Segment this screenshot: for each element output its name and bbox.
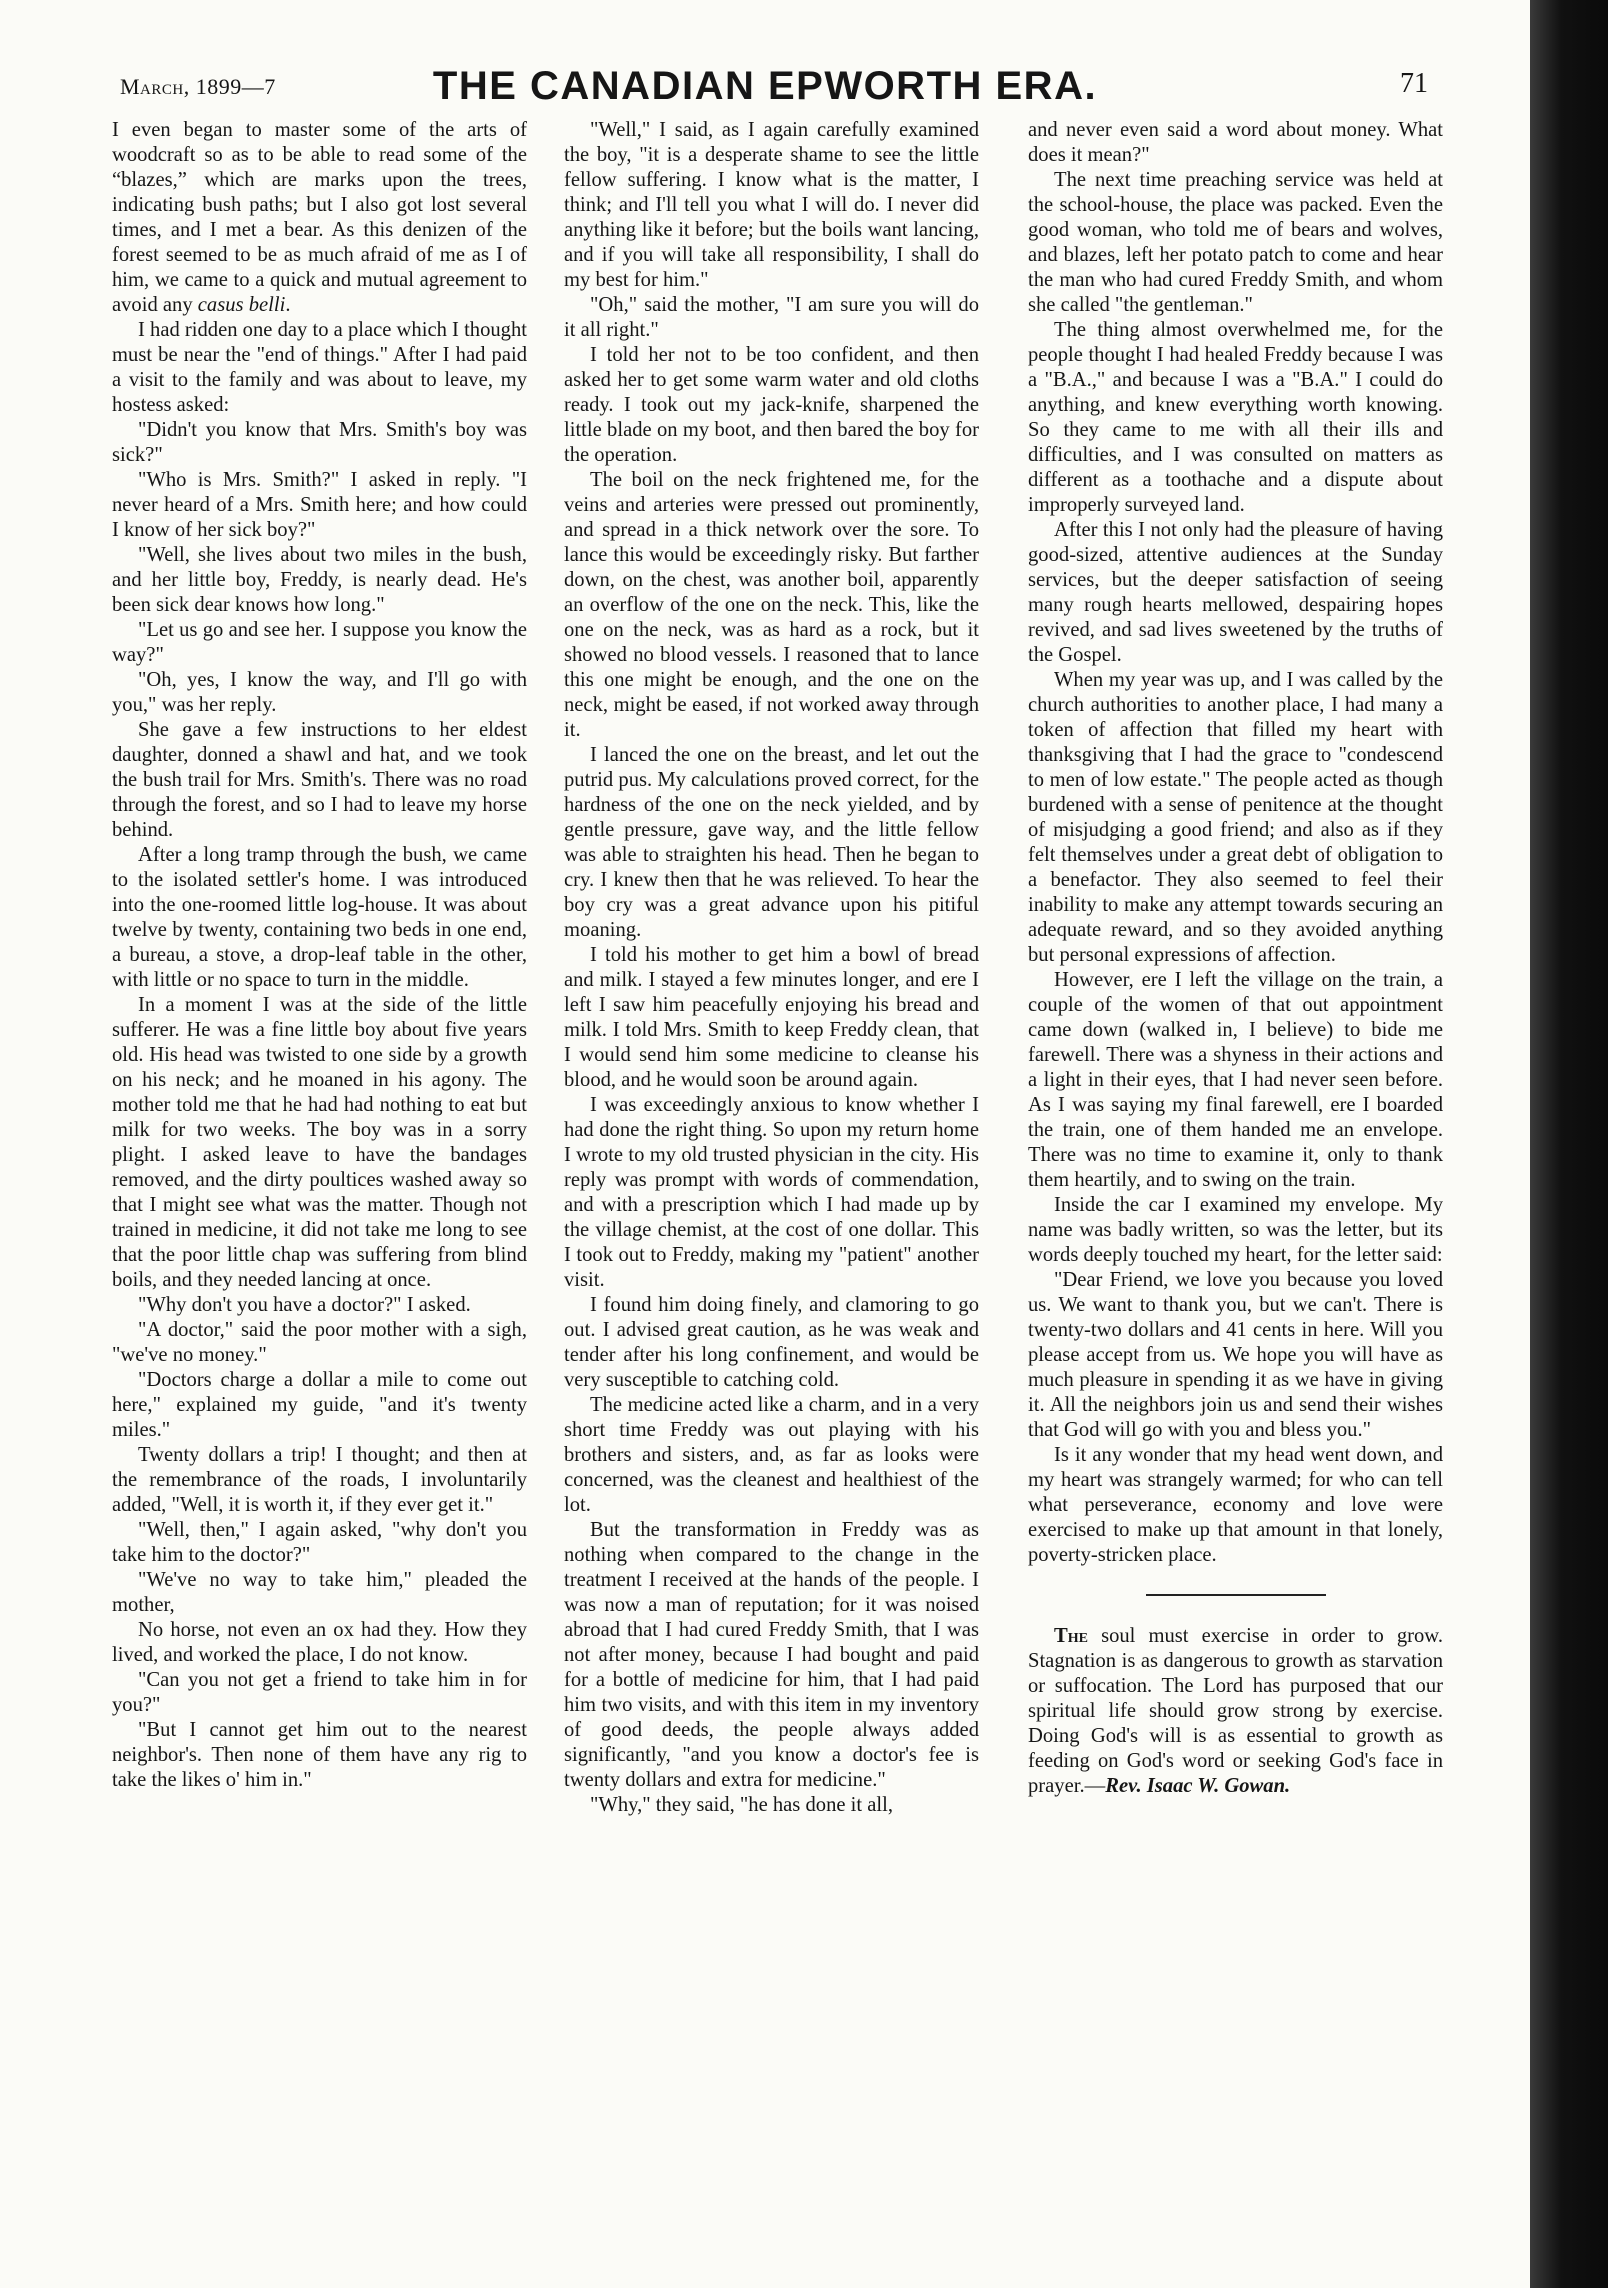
paragraph: Twenty dollars a trip! I thought; and then at the remembrance of the roads, I involuntarily added, "Well, it is worth it, if they ever get it." [112, 1444, 527, 1516]
paragraph: But the transformation in Freddy was as nothing when compared to the change in the treatment I received at the hands of the people. I was now a man of reputation; for it was noised abroad that I had cured Freddy Smith, that I was not after money, because I had bought and paid for a bottle of medicine for him, that I had paid him two visits, and with this item in my inventory of good deeds, the people always added significantly, "and you know a doctor's fee is twenty dollars and extra for medicine." [564, 1519, 979, 1791]
text-column-3 [1028, 118, 1443, 1799]
paragraph: "Why don't you have a doctor?" I asked. [138, 1294, 471, 1316]
paragraph: "Well," I said, as I again carefully examined the boy, "it is a desperate shame to see the little fellow suffering. I know what is the matter, I think; and I'll tell you what I will do. I never did anything like it before; but the boils want lancing, and if you will take all responsibility, I shall do my best for him." [564, 119, 979, 291]
paragraph: She gave a few instructions to her eldest daughter, donned a shawl and hat, and we took the bush trail for Mrs. Smith's. There was no road through the forest, and so I had to leave my horse behind. [112, 719, 527, 841]
paragraph: "Oh, yes, I know the way, and I'll go with you," was her reply. [112, 669, 527, 716]
paragraph: I had ridden one day to a place which I thought must be near the "end of things." After I had paid a visit to the family and was about to leave, my hostess asked: [112, 319, 527, 416]
paragraph: I lanced the one on the breast, and let out the putrid pus. My calculations proved correct, for the hardness of the one on the neck yielded, and by gentle pressure, gave way, and the little fellow was able to straighten his head. Then he began to cry. I knew then that he was relieved. To hear the boy cry was a great advance upon his pitiful moaning. [564, 744, 979, 941]
paragraph: and never even said a word about money. What does it mean?" [1028, 119, 1443, 166]
paragraph: "But I cannot get him out to the nearest neighbor's. Then none of them have any rig to take the likes o' him in." [112, 1719, 527, 1791]
journal-title: THE CANADIAN EPWORTH ERA. [432, 64, 1098, 108]
paragraph: When my year was up, and I was called by the church authorities to another place, I had many a token of affection that filled my heart with thanksgiving that I had the grace to "condescend to men of low estate." The people acted as though burdened with a sense of penitence at the thought of misjudging a good friend; and also as if they felt themselves under a great debt of obligation to a benefactor. They also seemed to feel their inability to make any attempt towards securing an adequate reward, and so they avoided anything but personal expressions of affection. [1028, 669, 1443, 966]
paragraph: "Why," they said, "he has done it all, [590, 1794, 893, 1816]
paragraph: I told his mother to get him a bowl of bread and milk. I stayed a few minutes longer, and ere I left I saw him peacefully enjoying his bread and milk. I told Mrs. Smith to keep Freddy clean, that I would send him some medicine to cleanse his blood, and he would soon be around again. [564, 944, 979, 1091]
text-column-2 [564, 118, 979, 1818]
paragraph: "Can you not get a friend to take him in for you?" [112, 1669, 527, 1716]
paragraph: "We've no way to take him," pleaded the mother, [112, 1569, 527, 1616]
page-edge [1530, 0, 1608, 2288]
paragraph: "Oh," said the mother, "I am sure you will do it all right." [564, 294, 979, 341]
closing-quote [1028, 1624, 1443, 1799]
paragraph: In a moment I was at the side of the little sufferer. He was a fine little boy about five years old. His head was twisted to one side by a growth on his neck; and he moaned in his agony. The mother told me that he had had nothing to eat but milk for two weeks. The boy was in a sorry plight. I asked leave to have the bandages removed, and the dirty poultices washed away so that I might see what was the matter. Though not trained in medicine, it did not take me long to see that the poor little chap was suffering from blind boils, and they needed lancing at once. [112, 994, 527, 1291]
paragraph: "Didn't you know that Mrs. Smith's boy was sick?" [112, 419, 527, 466]
paragraph: "Let us go and see her. I suppose you know the way?" [112, 619, 527, 666]
paragraph: The thing almost overwhelmed me, for the people thought I had healed Freddy because I was a "B.A.," and because I was a "B.A." I could do anything, and knew everything worth knowing. So they came to me with all their ills and difficulties, and I was consulted on matters as different as a toothache and a dispute about improperly surveyed land. [1028, 319, 1443, 516]
paragraph: Is it any wonder that my head went down, and my heart was strangely warmed; for who can tell what perseverance, economy and love were exercised to make up that amount in that lonely, poverty-stricken place. [1028, 1444, 1443, 1566]
paragraph: No horse, not even an ox had they. How they lived, and worked the place, I do not know. [112, 1619, 527, 1666]
page-number: 71 [1400, 68, 1428, 99]
paragraph: "Who is Mrs. Smith?" I asked in reply. "I never heard of a Mrs. Smith here; and how could I know of her sick boy?" [112, 469, 527, 541]
paragraph: "A doctor," said the poor mother with a sigh, "we've no money." [112, 1319, 527, 1366]
paragraph: "Doctors charge a dollar a mile to come out here," explained my guide, "and it's twenty miles." [112, 1369, 527, 1441]
quote-attribution: Rev. Isaac W. Gowan. [1105, 1775, 1291, 1797]
paragraph: The medicine acted like a charm, and in a very short time Freddy was out playing with his brothers and sisters, and, as far as looks were concerned, was the cleanest and healthiest of the lot. [564, 1394, 979, 1516]
paragraph: The next time preaching service was held at the school-house, the place was packed. Even the good woman, who told me of bears and wolves, and blazes, left her potato patch to come and hear the man who had cured Freddy Smith, and whom she called "the gentleman." [1028, 169, 1443, 316]
paragraph: The boil on the neck frightened me, for the veins and arteries were pressed out prominently, and spread in a thick network over the sore. To lance this would be exceedingly risky. But farther down, on the chest, was another boil, apparently an overflow of the one on the neck. This, like the one on the neck, was as hard as a rock, but it showed no blood vessels. I reasoned that to lance this one might be enough, and the one on the neck, might be eased, if not worked away through it. [564, 469, 979, 741]
paragraph: After a long tramp through the bush, we came to the isolated settler's home. I was introduced into the one-roomed little log-house. It was about twelve by twenty, containing two beds in one end, a bureau, a stove, a drop-leaf table in the other, with little or no space to turn in the middle. [112, 844, 527, 991]
paragraph: I even began to master some of the arts of woodcraft so as to be able to read some of the “blazes,” which are marks upon the trees, indicating bush paths; but I also got lost several times, and I met a bear. As this denizen of the forest seemed to be as much afraid of me as I of him, we came to a quick and mutual agreement to avoid any casus belli. [112, 119, 527, 316]
page-header [0, 64, 1530, 120]
paragraph: "Dear Friend, we love you because you loved us. We want to thank you, but we can't. There is twenty-two dollars and 41 cents in here. Will you please accept from us. We hope you will have as much pleasure in spending it as we have in giving it. All the neighbors join us and send their wishes that God will go with you and bless you." [1028, 1269, 1443, 1441]
paragraph: I told her not to be too confident, and then asked her to get some warm water and old cloths ready. I took out my jack-knife, sharpened the little blade on my boot, and then bared the boy for the operation. [564, 344, 979, 466]
paragraph: "Well, she lives about two miles in the bush, and her little boy, Freddy, is nearly dead. He's been sick dear knows how long." [112, 544, 527, 616]
paragraph: I was exceedingly anxious to know whether I had done the right thing. So upon my return home I wrote to my old trusted physician in the city. His reply was prompt with words of commendation, and with a prescription which I had made up by the village chemist, at the cost of one dollar. This I took out to Freddy, making my "patient" another visit. [564, 1094, 979, 1291]
paragraph: I found him doing finely, and clamoring to go out. I advised great caution, as he was weak and tender after his long confinement, and would be very susceptible to catching cold. [564, 1294, 979, 1391]
paragraph: After this I not only had the pleasure of having good-sized, attentive audiences at the Sunday services, but the deeper satisfaction of seeing many rough hearts mellowed, despairing hopes revived, and sad lives sweetened by the truths of the Gospel. [1028, 519, 1443, 666]
issue-date: March, 1899—7 [120, 74, 276, 99]
paragraph: However, ere I left the village on the train, a couple of the women of that out appointment came down (walked in, I believe) to bide me farewell. There was a shyness in their actions and a light in their eyes, that I had never seen before. As I was saying my final farewell, ere I boarded the train, one of them handed me an envelope. There was no time to examine it, only to thank them heartily, and to swing on the train. [1028, 969, 1443, 1191]
quote-body: soul must exercise in order to grow. Stagnation is as dangerous to growth as starvation or suffocation. The Lord has purposed that our spiritual life should grow strong by exercise. Doing God's will is as essential to growth as feeding on God's word or seeking God's face in prayer.— [1028, 1625, 1443, 1797]
text-column-1 [112, 118, 527, 1793]
section-divider [1146, 1594, 1326, 1596]
paragraph: "Well, then," I again asked, "why don't you take him to the doctor?" [112, 1519, 527, 1566]
paragraph: Inside the car I examined my envelope. My name was badly written, so was the letter, but its words deeply touched my heart, for the letter said: [1028, 1194, 1443, 1266]
quote-lead: The [1054, 1625, 1088, 1647]
